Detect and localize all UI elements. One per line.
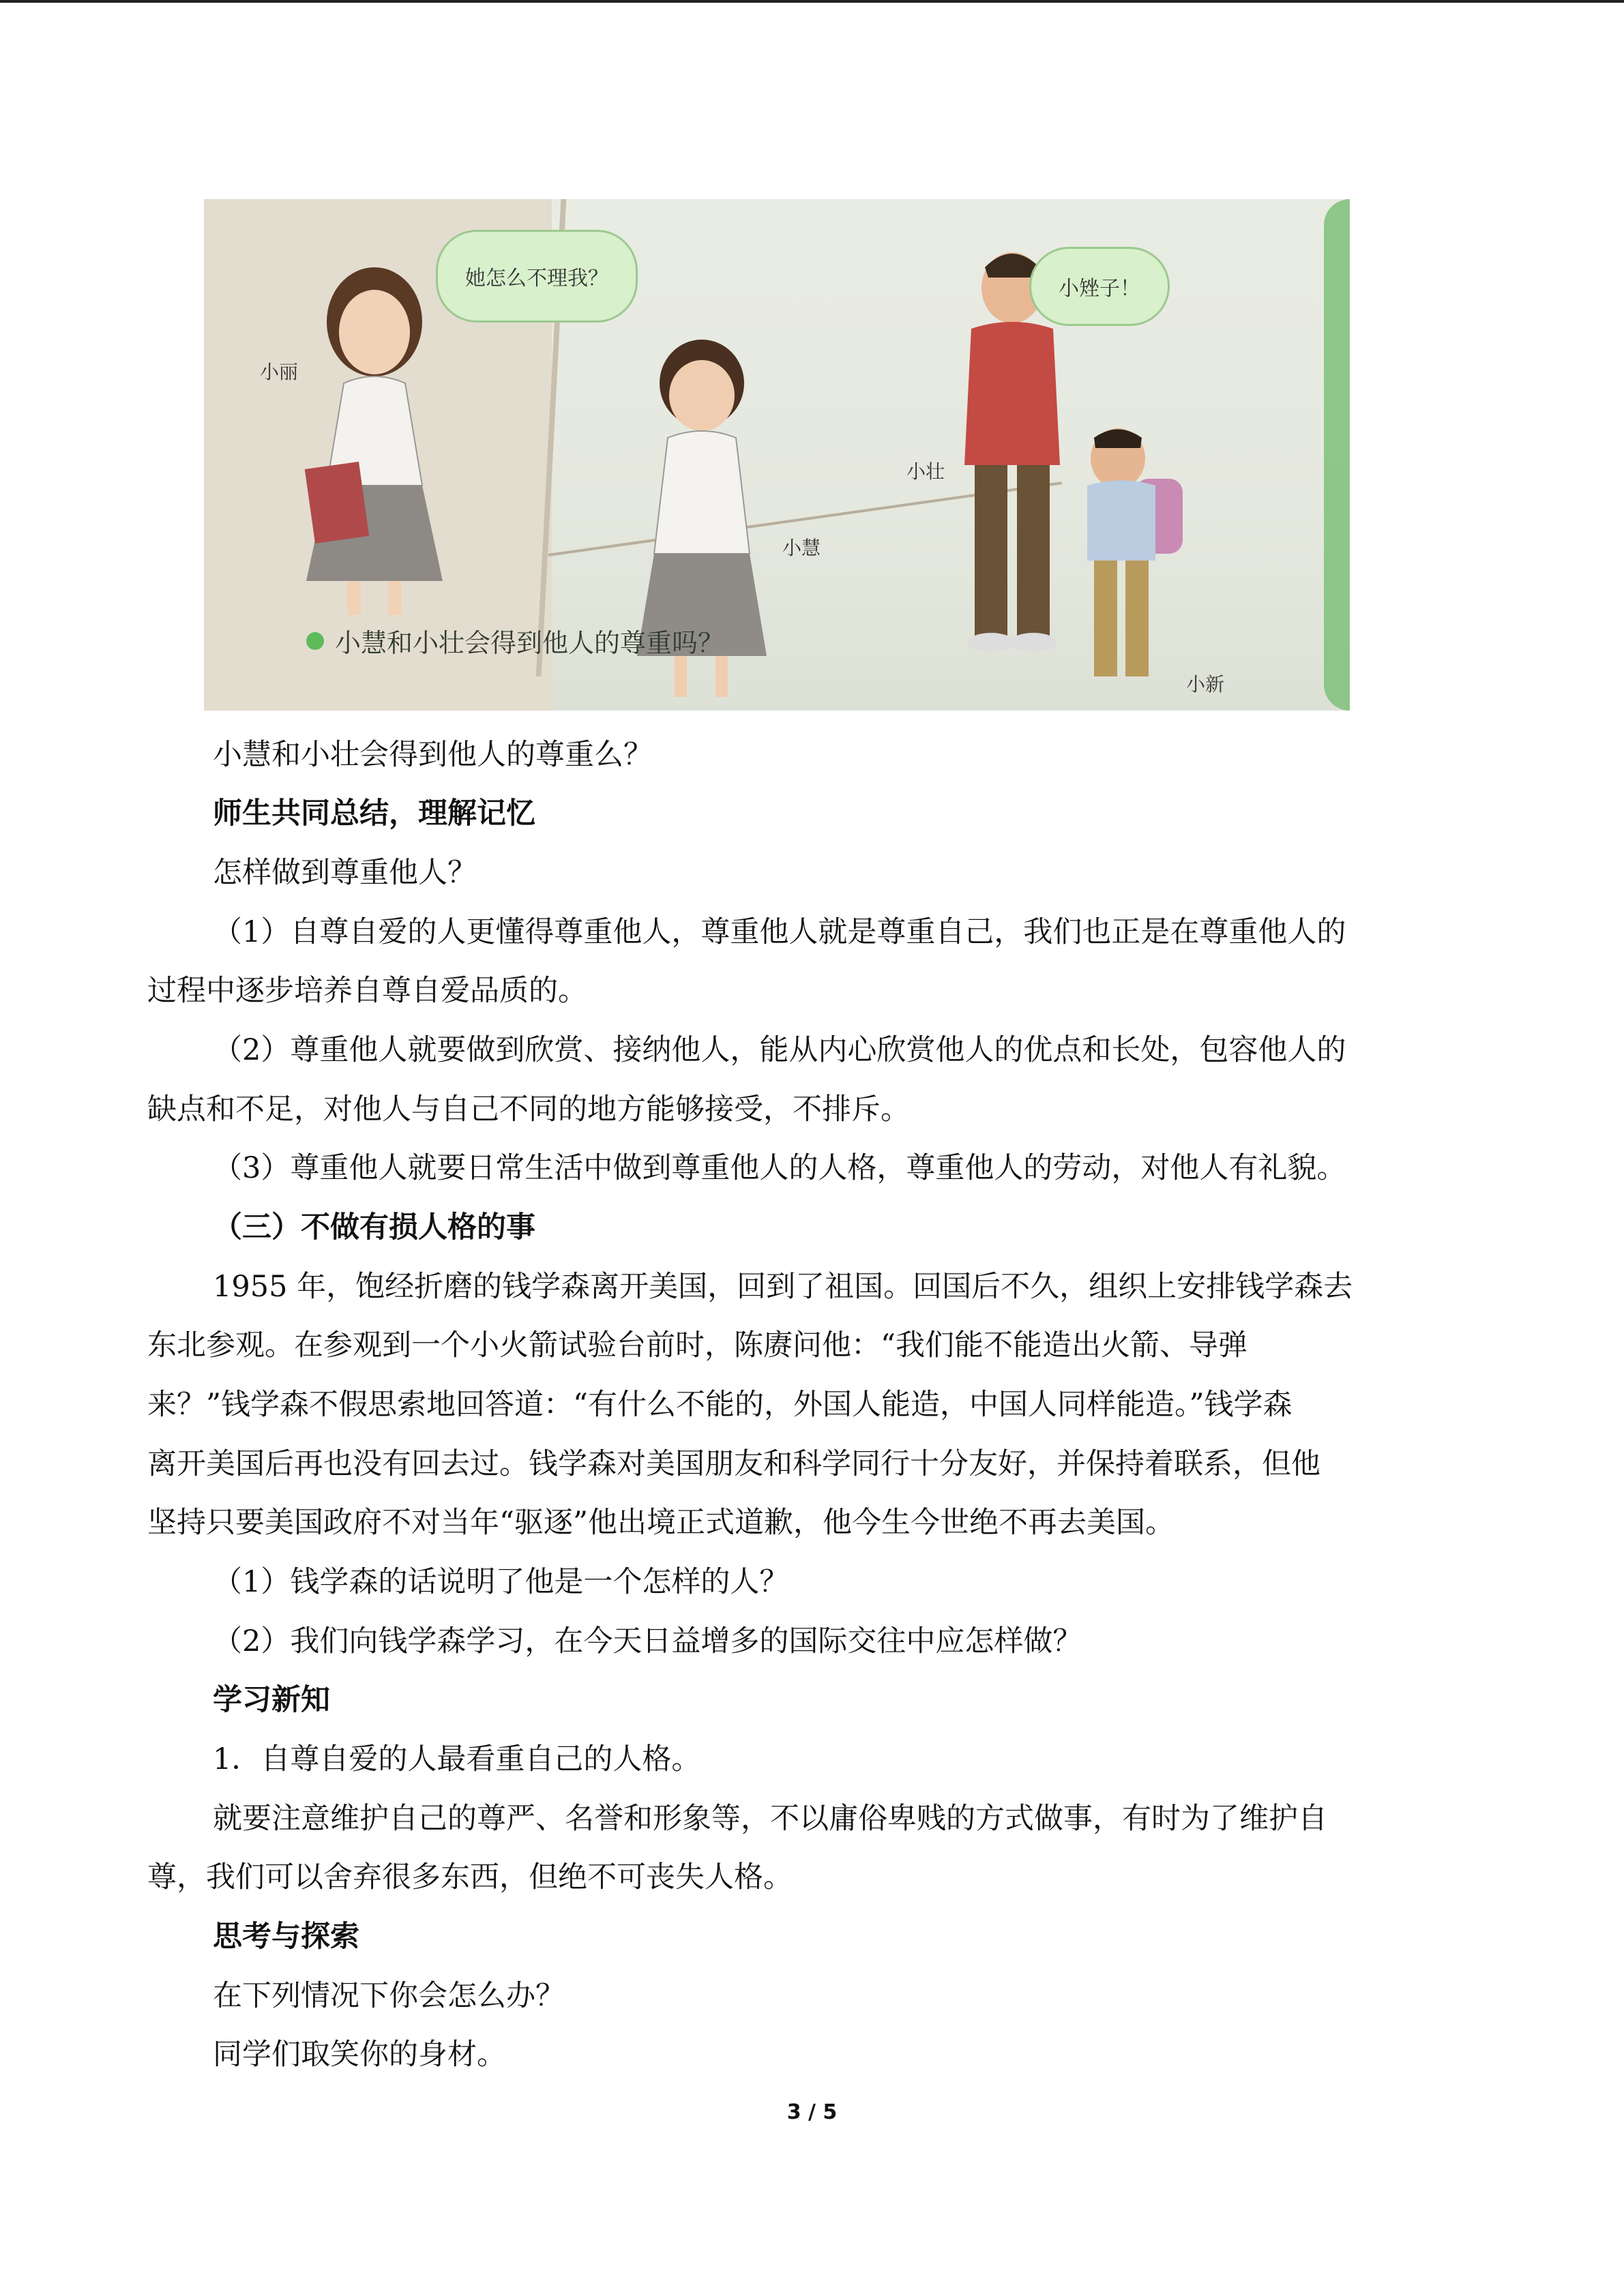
textbook-illustration bbox=[204, 199, 1350, 711]
page-tab-decoration bbox=[1324, 199, 1350, 711]
question-line: （1）钱学森的话说明了他是一个怎样的人？ bbox=[213, 1565, 789, 1599]
paragraph-line: 离开美国后再也没有回去过。钱学森对美国朋友和科学同行十分友好，并保持着联系，但他 bbox=[147, 1447, 1320, 1481]
xiaoxin-figure bbox=[1060, 417, 1196, 704]
page-number: 3 / 5 bbox=[786, 2100, 838, 2124]
paragraph-line: 1955 年，饱经折磨的钱学森离开美国，回到了祖国。回国后不久，组织上安排钱学森去 bbox=[213, 1270, 1353, 1304]
paragraph-line: 坚持只要美国政府不对当年“驱逐”他出境正式道歉，他今生今世绝不再去美国。 bbox=[147, 1506, 1175, 1540]
paragraph-line: 就要注意维护自己的尊严、名誉和形象等，不以庸俗卑贱的方式做事，有时为了维护自 bbox=[213, 1802, 1327, 1836]
paragraph-line: （1）自尊自爱的人更懂得尊重他人，尊重他人就是尊重自己，我们也正是在尊重他人的 bbox=[213, 915, 1346, 949]
paragraph-line: 东北参观。在参观到一个小火箭试验台前时，陈赓问他：“我们能不能造出火箭、导弹 bbox=[147, 1328, 1247, 1362]
paragraph-line: （3）尊重他人就要日常生活中做到尊重他人的人格，尊重他人的劳动，对他人有礼貌。 bbox=[213, 1151, 1346, 1185]
question-line: 怎样做到尊重他人？ bbox=[213, 856, 477, 890]
paragraph-line: 1．自尊自爱的人最看重自己的人格。 bbox=[213, 1742, 701, 1776]
section-heading-learn: 学习新知 bbox=[213, 1683, 330, 1717]
paragraph-line: 过程中逐步培养自尊自爱品质的。 bbox=[147, 974, 587, 1008]
question-line: （2）我们向钱学森学习，在今天日益增多的国际交往中应怎样做？ bbox=[213, 1624, 1082, 1658]
speech-bubble-xiaoli: 她怎么不理我？ bbox=[436, 230, 638, 323]
paragraph-line: 尊，我们可以舍弃很多东西，但绝不可丧失人格。 bbox=[147, 1860, 793, 1894]
question-line: 小慧和小壮会得到他人的尊重么？ bbox=[213, 738, 653, 772]
section-heading-explore: 思考与探索 bbox=[213, 1920, 359, 1954]
paragraph-line: 来？”钱学森不假思索地回答道：“有什么不能的，外国人能造，中国人同样能造。”钱学森 bbox=[147, 1388, 1293, 1422]
xiaoli-figure bbox=[286, 240, 463, 622]
label-xiaoxin: 小新 bbox=[1186, 673, 1225, 696]
section-heading-three: （三）不做有损人格的事 bbox=[213, 1210, 535, 1244]
top-border bbox=[0, 0, 1624, 3]
question-line: 在下列情况下你会怎么办？ bbox=[213, 1979, 565, 2013]
speech-bubble-xiaozhuang: 小矬子！ bbox=[1029, 247, 1170, 326]
section-heading-summary: 师生共同总结，理解记忆 bbox=[213, 796, 535, 831]
paragraph-line: （2）尊重他人就要做到欣赏、接纳他人，能从内心欣赏他人的优点和长处，包容他人的 bbox=[213, 1033, 1346, 1067]
label-xiaohui: 小慧 bbox=[782, 537, 821, 559]
figure-caption-row bbox=[306, 622, 724, 659]
label-xiaozhuang: 小壮 bbox=[906, 460, 945, 483]
label-xiaoli: 小丽 bbox=[260, 361, 299, 383]
figure-caption: 小慧和小壮会得到他人的尊重吗？ bbox=[335, 628, 724, 658]
paragraph-line: 缺点和不足，对他人与自己不同的地方能够接受，不排斥。 bbox=[147, 1092, 910, 1127]
bullet-dot-icon bbox=[306, 632, 324, 650]
paragraph-line: 同学们取笑你的身材。 bbox=[213, 2038, 506, 2072]
